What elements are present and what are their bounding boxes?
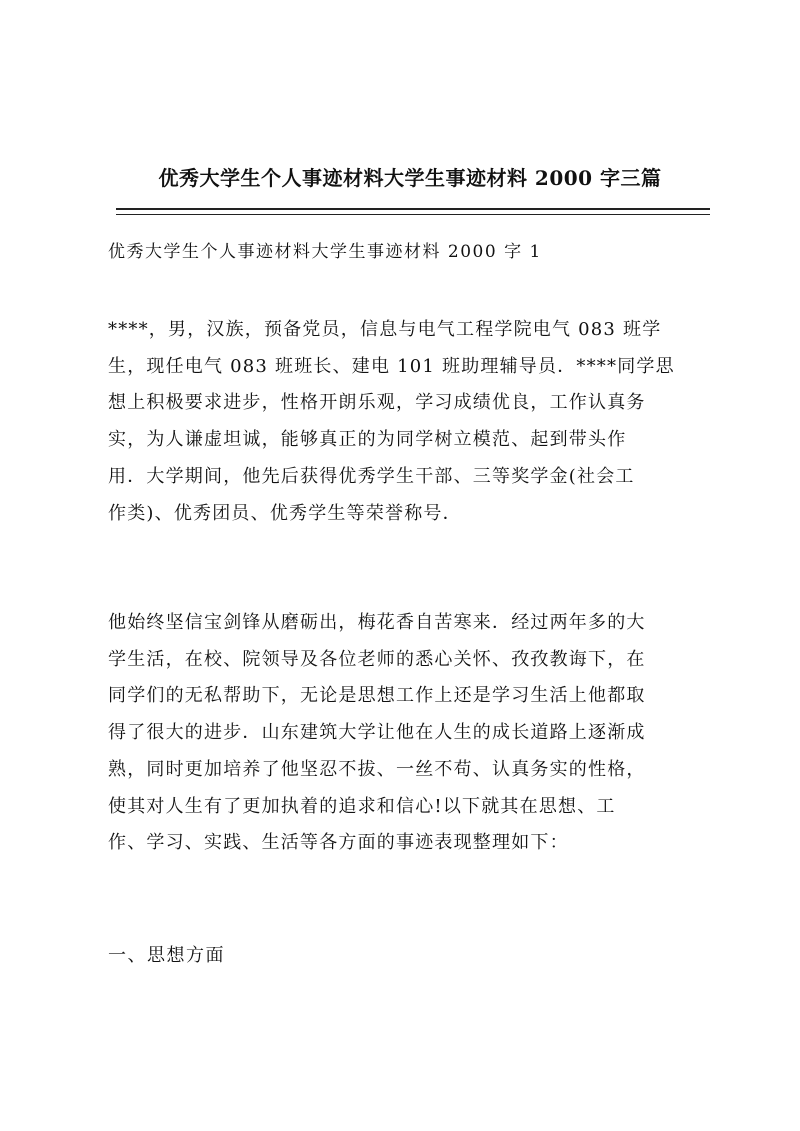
- paragraph-line: 得了很大的进步．山东建筑大学让他在人生的成长道路上逐渐成: [108, 722, 646, 744]
- paragraph-line: 使其对人生有了更加执着的追求和信心!以下就其在思想、工: [108, 795, 616, 817]
- title-divider-thick: [116, 208, 710, 210]
- document-subtitle: 优秀大学生个人事迹材料大学生事迹材料 2000 字 1: [108, 242, 542, 262]
- paragraph-line: ****，男，汉族，预备党员，信息与电气工程学院电气 083 班学: [108, 319, 662, 340]
- title-divider-thin: [116, 214, 710, 215]
- paragraph-line: 生，现任电气 083 班班长、建电 101 班助理辅导员．****同学思: [108, 355, 675, 377]
- paragraph-line: 用．大学期间，他先后获得优秀学生干部、三等奖学金(社会工: [108, 465, 635, 487]
- section-heading: 一、思想方面: [108, 945, 225, 966]
- paragraph-line: 作类)、优秀团员、优秀学生等荣誉称号．: [108, 502, 462, 524]
- paragraph-overview: [108, 605, 708, 862]
- paragraph-intro: [108, 312, 708, 532]
- paragraph-line: 学生活，在校、院领导及各位老师的悉心关怀、孜孜教诲下，在: [108, 648, 646, 670]
- paragraph-line: 同学们的无私帮助下，无论是思想工作上还是学习生活上他都取: [108, 685, 646, 707]
- paragraph-line: 实，为人谦虚坦诚，能够真正的为同学树立模范、起到带头作: [108, 429, 627, 451]
- paragraph-line: 他始终坚信宝剑锋从磨砺出，梅花香自苦寒来．经过两年多的大: [108, 612, 646, 633]
- paragraph-line: 作、学习、实践、生活等各方面的事迹表现整理如下：: [108, 832, 569, 854]
- paragraph-line: 熟，同时更加培养了他坚忍不拔、一丝不苟、认真务实的性格，: [108, 758, 646, 780]
- paragraph-line: 想上积极要求进步，性格开朗乐观，学习成绩优良，工作认真务: [108, 392, 646, 414]
- document-title: 优秀大学生个人事迹材料大学生事迹材料 2000 字三篇: [158, 166, 662, 190]
